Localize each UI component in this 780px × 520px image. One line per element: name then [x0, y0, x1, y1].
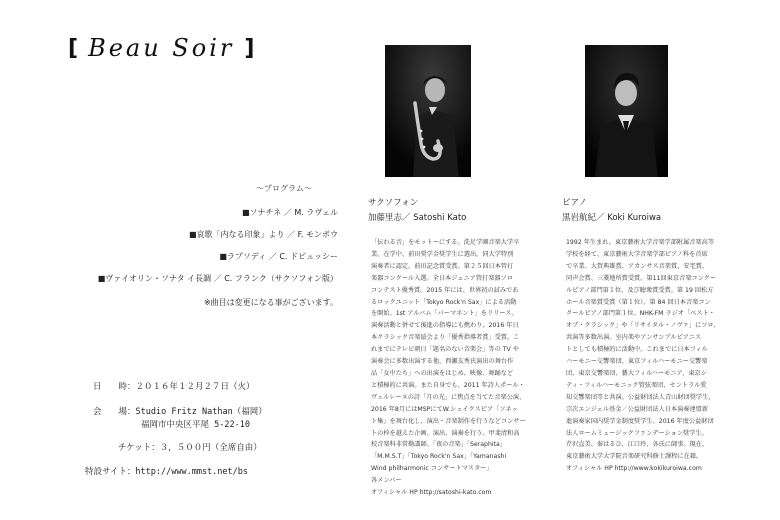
- bio-line: 芹沢直美、秦はるひ、江口玲、各氏に師事。現在、: [566, 441, 709, 449]
- bio-line: 知交響楽団等と共演。公益財団法人青山財団奨学生、: [566, 393, 715, 401]
- performer-name: 加藤里志／ Satoshi Kato: [368, 213, 467, 223]
- bio-line: 「M.M.S.T」「Tokyo Rock'n Sax」「Yamanashi: [371, 453, 507, 461]
- bio-line: 業。在学中、前田奨学金奨学生に選出。同大学特別: [371, 250, 514, 258]
- bio-line: れまでにテレビ朝日「題名のない音楽会」等の TV や: [371, 346, 519, 354]
- bio-line: トとしても積極的に活動中。これまでに日本フィル: [566, 346, 708, 354]
- bio-line: コンテスト優秀賞。2015 年には、世界初の試みであ: [371, 286, 519, 294]
- bio-line: 「伝わる音」をモットーにする。洗足学園音楽大学卒: [371, 239, 520, 246]
- bio-line: 団、東京交響楽団、藝大フィルハーモニア、東京シ: [566, 369, 707, 377]
- special-site-link[interactable]: 特設サイト：http://www.mmst.net/bs: [85, 467, 248, 477]
- venue-address: 福岡市中央区平尾 5-22-10: [141, 420, 250, 430]
- performer-name: 黒岩航紀／ Koki Kuroiwa: [562, 213, 662, 223]
- title-text: Beau Soir: [88, 34, 235, 62]
- bio-line: 本クラシック音楽協会より「優秀指導者賞」受賞。こ: [371, 334, 520, 342]
- pianist-bio: [566, 237, 750, 475]
- bio-line: ホール音楽賞受賞（第１位）。第 84 回日本音楽コン: [566, 298, 711, 306]
- concert-venue: 会 場：Studio Fritz Nathan（福岡）: [93, 407, 267, 417]
- bio-line: 校音楽科非常勤講師。「夜の音楽」「Seraphita」: [371, 441, 507, 449]
- pianist-photo: [585, 45, 668, 177]
- bio-line: 演奏活動と併せて後進の指導にも携わり、2016 年日: [371, 322, 519, 330]
- bio-line: オブ・クラシック」や「リサイタル・ノヴァ」にソロ、: [566, 322, 720, 330]
- saxophonist-bio: [371, 237, 549, 499]
- program-item: ■ヴァイオリン・ソナタ イ長調 ／ C. フランク（サクソフォン版）: [97, 274, 338, 283]
- bio-line: 学校を経て、東京藝術大学音楽学部ピアノ科を首席: [566, 250, 708, 258]
- ticket-price: チケット：３，５００円（全席自由）: [118, 443, 262, 453]
- bio-line: 演奏会に多数出演する他、西瀬友秀氏演出の舞台作: [371, 358, 514, 366]
- performer-role: ピアノ: [562, 198, 587, 208]
- bio-line: トの枠を越えた企画、演出、演奏を行う。甲斐清和高: [371, 429, 520, 437]
- bio-line: 演奏者に認定。前田記念賞受賞。第２５回日本管打: [371, 262, 514, 270]
- bio-line: 2016 年8月にはMSPにてW.シェイクスピア「ソネッ: [371, 405, 518, 413]
- bio-line: Wind philharmonic コンサートマスター」: [371, 465, 493, 473]
- concert-date: 日 時：２０１６年１２月２７日（火）: [93, 382, 255, 392]
- program-item: ■ラプソディ ／ C. ドビュッシー: [219, 252, 338, 261]
- official-site-link[interactable]: オフィシャル HP http://www.kokikuroiwa.com: [566, 465, 702, 473]
- performer-role: サクソフォン: [368, 198, 419, 208]
- official-site-link[interactable]: オフィシャル HP http://satoshi-kato.com: [371, 489, 492, 497]
- bio-line: 同声会賞、三菱地所賞受賞。第11回東京音楽コンクー: [566, 274, 717, 282]
- bio-line: を開始。1st アルバム「パーマネント」をリリース。: [371, 310, 518, 318]
- bio-line: 進演奏家国内奨学金制度奨学生、2016 年度公益財団: [566, 417, 714, 425]
- bio-line: ルピアノ部門第１位、及び聴衆賞受賞。第 19 回松方: [566, 286, 714, 294]
- bio-line: クールピアノ部門第１位。NHK-FM ラジオ「ベスト・: [566, 310, 715, 318]
- bio-line: で卒業。大賀典雄賞、アカンサス音楽賞、安宅賞、: [566, 262, 709, 270]
- bio-line: 楽器コンクール入選。全日本ジュニア管打楽器ソロ: [371, 274, 513, 282]
- concert-title: [68, 34, 254, 62]
- bio-line: ハーモニー交響楽団、東京フィルハーモニー交響楽: [566, 358, 708, 366]
- bio-line: と積極的に共演。また自身でも、2011 年詩人ポール・: [371, 381, 525, 389]
- bio-line: 宗次エンジェル基金／公益財団法人日本演奏連盟新: [566, 405, 709, 413]
- bio-line: 東京藝術大学大学院音楽研究科修士課程に在籍。: [566, 453, 703, 461]
- title-bracket-close: ]: [244, 35, 255, 61]
- bio-line: ト集」を舞台化し、演出・音楽制作を行うなどコンサー: [371, 417, 526, 425]
- bio-line: ヴェルレーヌの詩「月の光」に焦点を当てた音楽公演、: [371, 393, 526, 401]
- saxophonist-photo: [385, 45, 471, 177]
- program-item: ■ソナチネ ／ M. ラヴェル: [242, 208, 338, 217]
- title-bracket-open: [: [68, 35, 79, 61]
- bio-line: 品「女中たち」への出演をはじめ、映像、舞踊など: [371, 369, 514, 377]
- bio-line: 1992 年生まれ。東京藝術大学音楽学部附属音楽高等: [566, 239, 715, 246]
- program-item: ■哀歌「内なる印象」より ／ F. モンポウ: [188, 230, 338, 239]
- program-note: ※曲目は変更になる事がございます。: [203, 298, 338, 307]
- bio-line: ティ・フィルハーモニック管弦楽団、セントラル愛: [566, 381, 707, 389]
- bio-line: 各メンバー: [371, 477, 402, 485]
- bio-line: るロックユニット「Tokyo Rock'n Sax」による活動: [371, 298, 517, 306]
- bio-line: 共演等多数出演。室内楽やアンサンブルピアニス: [566, 334, 702, 342]
- bio-line: 法人ロームミュージックファンデーション奨学生。: [566, 429, 708, 437]
- program-heading: ～プログラム～: [256, 184, 312, 193]
